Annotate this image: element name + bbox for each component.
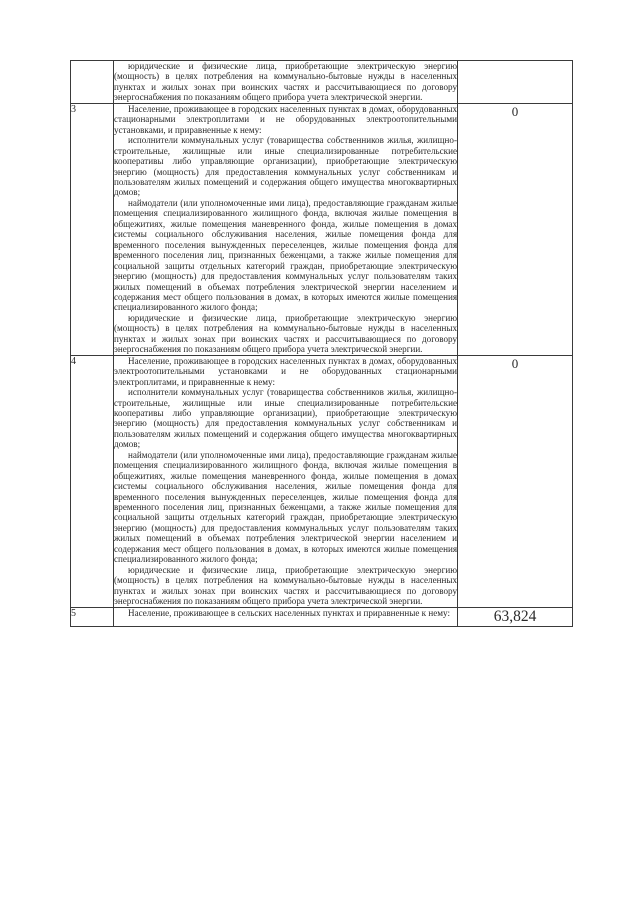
document-page	[70, 60, 572, 627]
row-description-cell	[114, 103, 458, 355]
row-number-cell: 5	[71, 607, 114, 626]
row-value-cell	[458, 61, 573, 104]
row-description-cell	[114, 355, 458, 607]
row-paragraph: юридические и физические лица, приобретающие электрическую энергию (мощность) в целях потребления на коммунально-бытовые нужды в населенных пунктах и жилых зонах при воинских частях и рассчитывающиеся по договору энергоснабжения по показаниям общего прибора учета электрической энергии.	[114, 564, 457, 607]
table-row	[71, 103, 573, 355]
row-paragraph: Население, проживающее в сельских населенных пунктах и приравненные к нему:	[128, 607, 450, 618]
row-paragraph: исполнители коммунальных услуг (товарищества собственников жилья, жилищно-строительные, жилищные или иные специализированные потребительские кооперативы либо управляющие организации), приобретающие электрическую энергию (мощность) для предоставления коммунальных услуг собственникам и пользователям жилых помещений и содержания общего имущества многоквартирных домов;	[114, 387, 457, 450]
row-number-cell: 3	[71, 103, 114, 355]
row-paragraph: наймодатели (или уполномоченные ими лица), предоставляющие гражданам жилые помещения специализированного жилищного фонда, включая жилые помещения в общежитиях, жилые помещения маневренного фонда, жилые помещения в домах системы социального обслуживания населения, жилые помещения фонда для временного поселения вынужденных переселенцев, жилые помещения фонда для временного поселения лиц, признанных беженцами, а также жилые помещения для социальной защиты отдельных категорий граждан, приобретающие электрическую энергию (мощность) для предоставления коммунальных услуг пользователям таких жилых помещений в объемах потребления электрической энергии населением и содержания мест общего пользования в домах, в которых имеются жилые помещения специализированного жилого фонда;	[114, 449, 457, 565]
row-value-cell: 63,824	[458, 607, 573, 626]
row-description-cell	[114, 607, 458, 626]
row-paragraph: исполнители коммунальных услуг (товарищества собственников жилья, жилищно-строительные, жилищные или иные специализированные потребительские кооперативы либо управляющие организации), приобретающие электрическую энергию (мощность) для предоставления коммунальных услуг собственникам и пользователям жилых помещений и содержания общего имущества многоквартирных домов;	[114, 135, 457, 198]
row-paragraph: Население, проживающее в городских населенных пунктах в домах, оборудованных электроотопительными установками и не оборудованных стационарными электроплитами, и приравненные к нему:	[114, 355, 457, 387]
row-paragraph: юридические и физические лица, приобретающие электрическую энергию (мощность) в целях потребления на коммунально-бытовые нужды в населенных пунктах и жилых зонах при воинских частях и рассчитывающиеся по договору энергоснабжения по показаниям общего прибора учета электрической энергии.	[114, 312, 457, 355]
row-paragraph: Население, проживающее в городских населенных пунктах в домах, оборудованных стационарными электроплитами и не оборудованных электроотопительными установками, и приравненные к нему:	[114, 103, 457, 135]
row-value-cell: 0	[458, 355, 573, 607]
table-row	[71, 355, 573, 607]
row-number-cell	[71, 61, 114, 104]
table-row	[71, 607, 573, 626]
row-number-cell: 4	[71, 355, 114, 607]
table-row	[71, 61, 573, 104]
row-paragraph: юридические и физические лица, приобретающие электрическую энергию (мощность) в целях потребления на коммунально-бытовые нужды в населенных пунктах и жилых зонах при воинских частях и рассчитывающиеся по договору энергоснабжения по показаниям общего прибора учета электрической энергии.	[114, 61, 457, 103]
tariff-table	[70, 60, 573, 627]
row-description-cell	[114, 61, 458, 104]
row-paragraph: наймодатели (или уполномоченные ими лица), предоставляющие гражданам жилые помещения специализированного жилищного фонда, включая жилые помещения в общежитиях, жилые помещения маневренного фонда, жилые помещения в домах системы социального обслуживания населения, жилые помещения фонда для временного поселения вынужденных переселенцев, жилые помещения фонда для временного поселения лиц, признанных беженцами, а также жилые помещения для социальной защиты отдельных категорий граждан, приобретающие электрическую энергию (мощность) для предоставления коммунальных услуг пользователям таких жилых помещений в объемах потребления электрической энергии населением и содержания мест общего пользования в домах, в которых имеются жилые помещения специализированного жилого фонда;	[114, 197, 457, 313]
row-value-cell: 0	[458, 103, 573, 355]
